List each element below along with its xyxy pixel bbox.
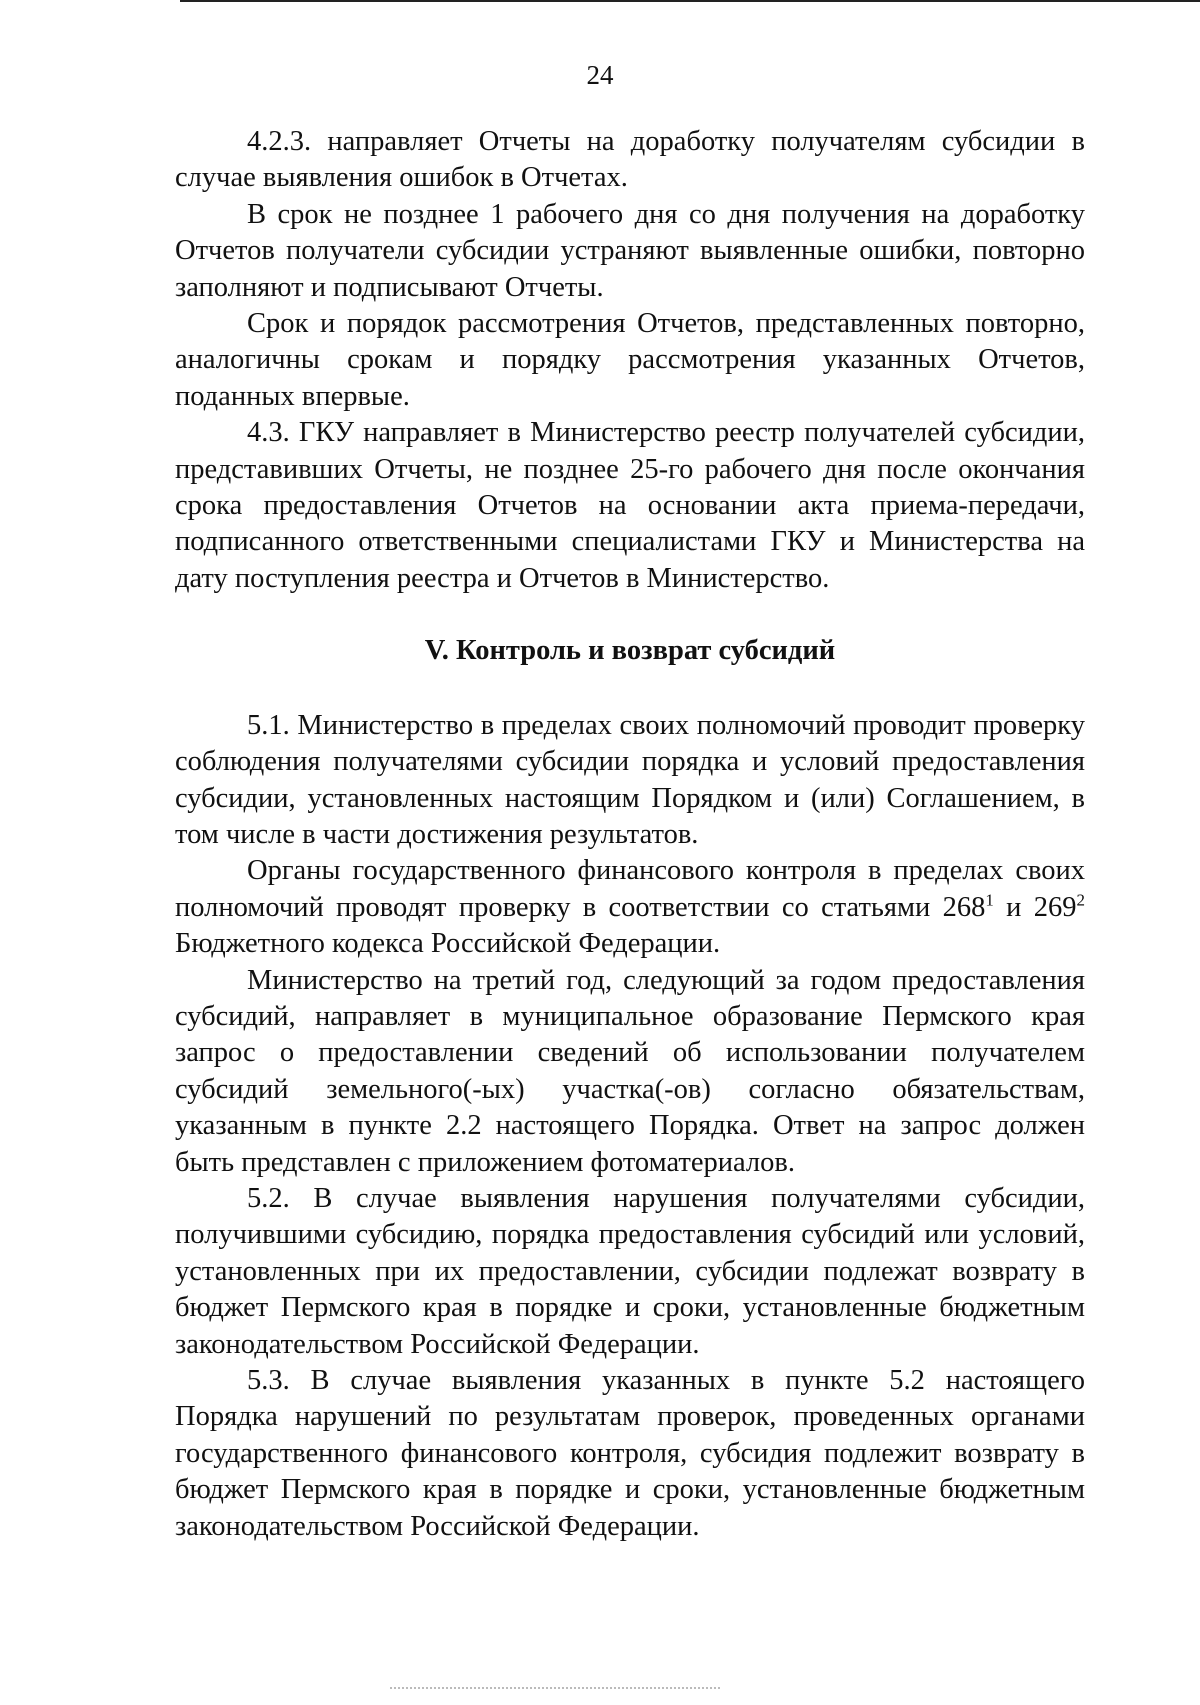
footnote-sup-2: 2	[1076, 890, 1085, 910]
scan-artifact-dots	[390, 1687, 720, 1691]
page-number: 24	[586, 60, 614, 90]
paragraph-financial-control	[175, 853, 1085, 962]
control-text-start: Органы государственного финансового контроля в пределах своих полномочий проводят проверку в соответствии со статьями 268	[175, 855, 1085, 923]
document-body	[175, 124, 1085, 1545]
paragraph-5-2: 5.2. В случае выявления нарушения получателями субсидии, получившими субсидию, порядка предоставления субсидий или условий, установленных при их предоставлении, субсидии подлежат возврату в бюджет Пермского края в порядке и сроки, установленные бюджетным законодательством Российской Федерации.	[175, 1182, 1085, 1360]
scan-edge-line	[180, 0, 1200, 2]
control-text-middle: и 269	[993, 891, 1077, 923]
paragraph-deadline-correction: В срок не позднее 1 рабочего дня со дня получения на доработку Отчетов получатели субсидии устраняют выявленные ошибки, повторно заполняют и подписывают Отчеты.	[175, 198, 1085, 303]
footnote-sup-1: 1	[985, 890, 994, 910]
section-title: V. Контроль и возврат субсидий	[424, 635, 836, 667]
paragraph-4-3: 4.3. ГКУ направляет в Министерство реестр получателей субсидии, представивших Отчеты, не позднее 25-го рабочего дня после окончания срока предоставления Отчетов на основании акта приема-передачи, подписанного ответственными специалистами ГКУ и Министерства на дату поступления реестра и Отчетов в Министерство.	[175, 417, 1085, 594]
paragraph-review-terms: Срок и порядок рассмотрения Отчетов, представленных повторно, аналогичны срокам и порядку рассмотрения указанных Отчетов, поданных впервые.	[175, 308, 1085, 412]
paragraph-5-1: 5.1. Министерство в пределах своих полномочий проводит проверку соблюдения получателями субсидии порядка и условий предоставления субсидии, установленных настоящим Порядком и (или) Соглашением, в том числе в части достижения результатов.	[175, 709, 1085, 850]
paragraph-5-3: 5.3. В случае выявления указанных в пункте 5.2 настоящего Порядка нарушений по результатам проверок, проведенных органами государственного финансового контроля, субсидия подлежит возврату в бюджет Пермского края в порядке и сроки, установленные бюджетным законодательством Российской Федерации.	[175, 1365, 1085, 1542]
paragraph-4-2-3: 4.2.3. направляет Отчеты на доработку получателям субсидии в случае выявления ошибок в Отчетах.	[175, 126, 1085, 194]
paragraph-ministry-request: Министерство на третий год, следующий за годом предоставления субсидий, направляет в муниципальное образование Пермского края запрос о предоставлении сведений об использовании получателем субсидий земельного(-ых) участка(-ов) согласно обязательствам, указанным в пункте 2.2 настоящего Порядка. Ответ на запрос должен быть представлен с приложением фотоматериалов.	[175, 964, 1085, 1178]
control-text-end: Бюджетного кодекса Российской Федерации.	[175, 928, 721, 960]
